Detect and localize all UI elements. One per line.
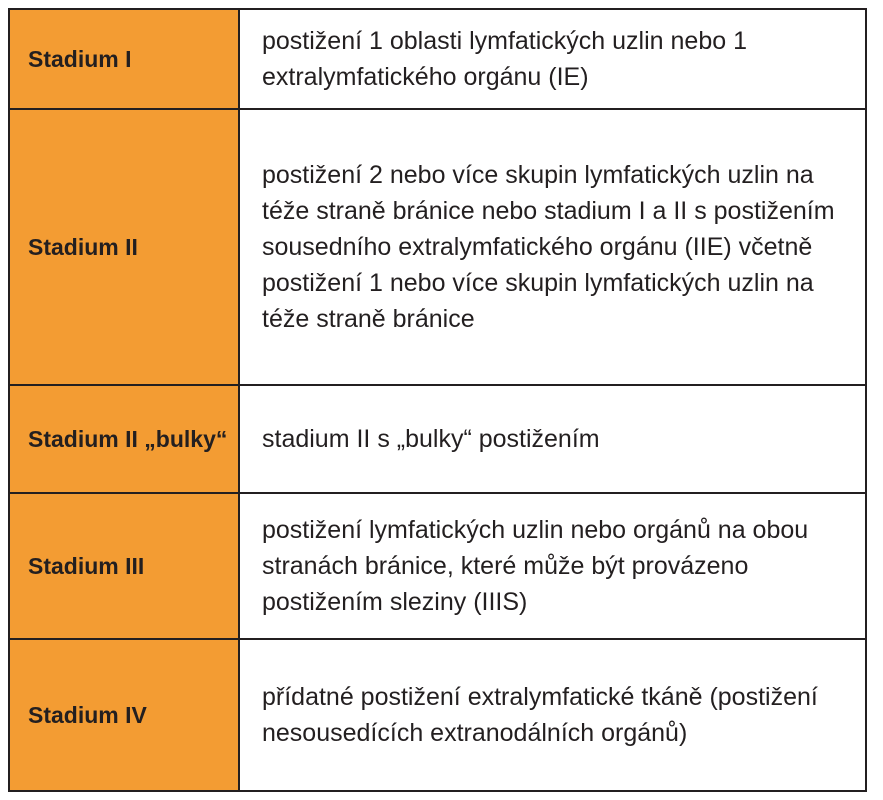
stage-label-cell xyxy=(9,9,239,109)
stage-label: Stadium III xyxy=(28,553,145,579)
stage-description-cell xyxy=(239,493,866,639)
table-row xyxy=(9,109,866,385)
stage-label: Stadium II „bulky“ xyxy=(28,426,228,452)
stage-label-cell xyxy=(9,109,239,385)
stage-description: postižení 1 oblasti lymfatických uzlin nebo 1 extralymfatického orgánu (IE) xyxy=(262,27,747,91)
stage-description-cell xyxy=(239,639,866,791)
stage-description-cell xyxy=(239,385,866,493)
stage-label-cell xyxy=(9,639,239,791)
table-row xyxy=(9,385,866,493)
table-row xyxy=(9,639,866,791)
stage-label: Stadium I xyxy=(28,46,132,72)
stage-description: stadium II s „bulky“ postižením xyxy=(262,425,600,453)
stage-description: přídatné postižení extralymfatické tkáně (postižení nesousedících extranodálních orgánů) xyxy=(262,683,818,747)
stage-description-cell xyxy=(239,109,866,385)
stage-label: Stadium IV xyxy=(28,702,147,728)
stage-label-cell xyxy=(9,493,239,639)
stage-description: postižení lymfatických uzlin nebo orgánů na obou stranách bránice, které může být provázeno postižením sleziny (IIIS) xyxy=(262,516,809,616)
table-row xyxy=(9,493,866,639)
stage-description-cell xyxy=(239,9,866,109)
stage-label-cell xyxy=(9,385,239,493)
stage-label: Stadium II xyxy=(28,234,138,260)
stage-description: postižení 2 nebo více skupin lymfatických uzlin na téže straně bránice nebo stadium I a II s postižením sousedního extralymfatického orgánu (IIE) včetně postižení 1 nebo více skupin lymfatických uzlin na téže straně bránice xyxy=(262,161,835,333)
table-row xyxy=(9,9,866,109)
staging-table xyxy=(8,8,867,792)
